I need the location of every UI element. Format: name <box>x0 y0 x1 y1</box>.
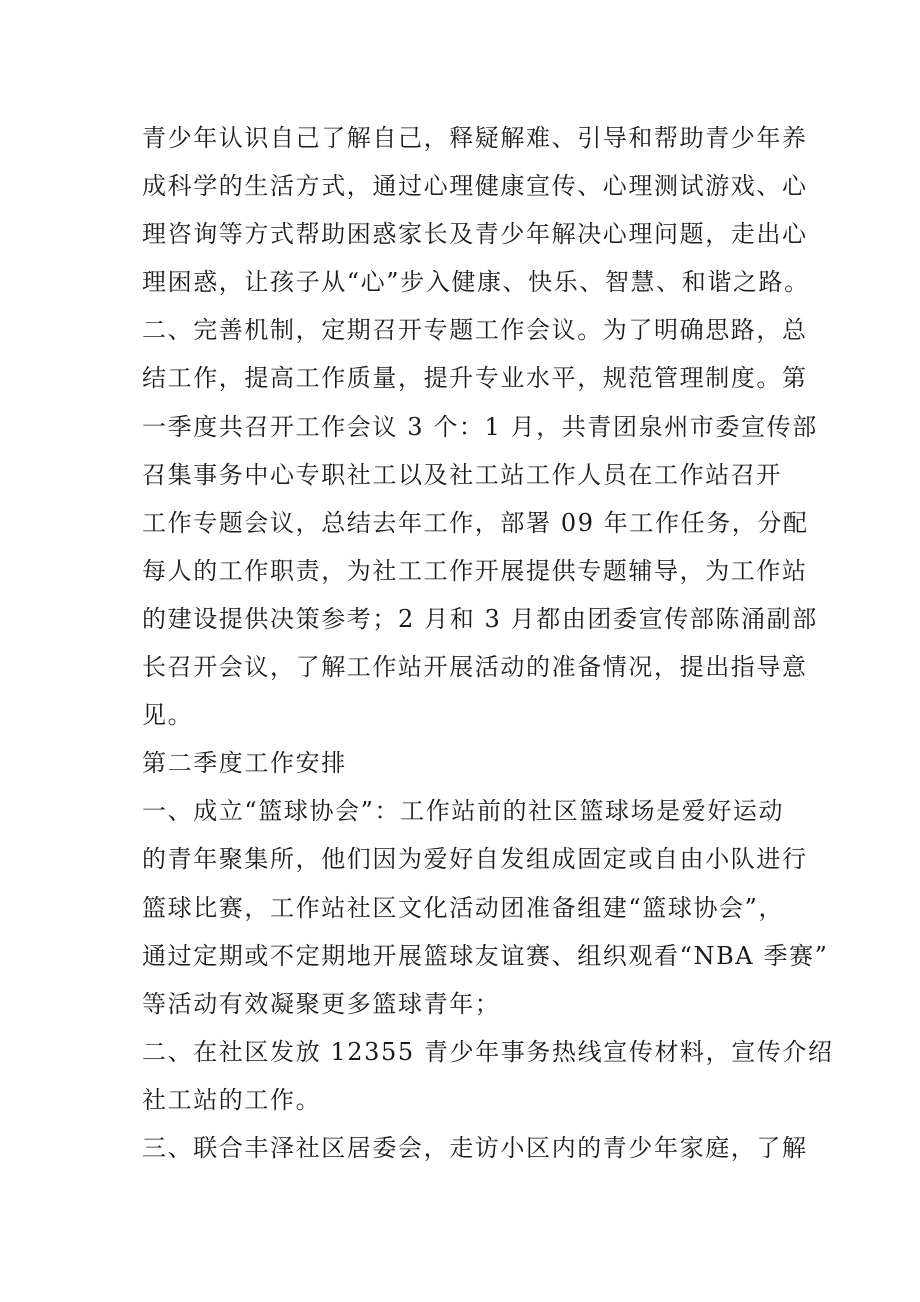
text-line: 的青年聚集所，他们因为爱好自发组成固定或自由小队进行 <box>142 845 808 874</box>
text-line: 篮球比赛，工作站社区文化活动团准备组建“篮球协会”， <box>142 893 785 922</box>
section-title: 第二季度工作安排 <box>142 749 347 778</box>
list-item-line: 二、在社区发放 12355 青少年事务热线宣传材料，宣传介绍 <box>142 1037 834 1066</box>
list-item-line: 一、成立“篮球协会”：工作站前的社区篮球场是爱好运动 <box>142 797 785 826</box>
text-line: 结工作，提高工作质量，提升专业水平，规范管理制度。第 <box>142 364 808 393</box>
list-item-line: 三、联合丰泽社区居委会，走访小区内的青少年家庭，了解 <box>142 1133 808 1162</box>
text-line: 理咨询等方式帮助困惑家长及青少年解决心理问题，走出心 <box>142 220 808 249</box>
text-line: 每人的工作职责，为社工工作开展提供专题辅导，为工作站 <box>142 556 808 585</box>
text-line: 见。 <box>142 701 194 730</box>
document-body <box>142 114 834 1172</box>
text-line: 社工站的工作。 <box>142 1085 322 1114</box>
text-line: 理困惑，让孩子从“心”步入健康、快乐、智慧、和谐之路。 <box>142 268 810 297</box>
text-line: 召集事务中心专职社工以及社工站工作人员在工作站召开 <box>142 460 782 489</box>
section-heading-line: 二、完善机制，定期召开专题工作会议。为了明确思路，总 <box>142 316 808 345</box>
text-line: 通过定期或不定期地开展篮球友谊赛、组织观看“NBA 季赛” <box>142 941 829 970</box>
text-line: 青少年认识自己了解自己，释疑解难、引导和帮助青少年养 <box>142 124 808 152</box>
text-line: 工作专题会议，总结去年工作，部署 09 年工作任务，分配 <box>142 508 809 537</box>
text-line: 成科学的生活方式，通过心理健康宣传、心理测试游戏、心 <box>142 172 808 201</box>
text-line: 长召开会议，了解工作站开展活动的准备情况，提出指导意 <box>142 653 808 682</box>
text-line: 等活动有效凝聚更多篮球青年； <box>142 989 501 1018</box>
text-line: 的建设提供决策参考；2 月和 3 月都由团委宣传部陈涌副部 <box>142 604 818 633</box>
text-line: 一季度共召开工作会议 3 个：1 月，共青团泉州市委宣传部 <box>142 412 818 441</box>
